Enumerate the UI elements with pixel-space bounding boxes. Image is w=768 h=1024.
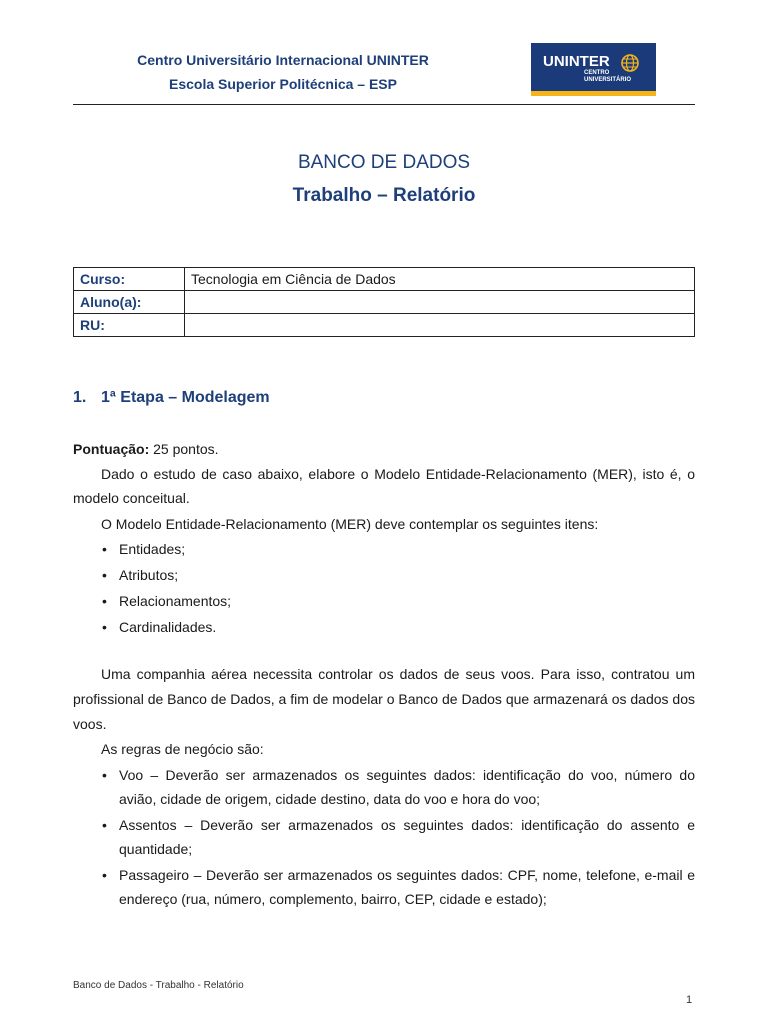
table-row xyxy=(74,268,695,291)
section-number: 1. xyxy=(73,389,87,406)
table-row xyxy=(74,314,695,337)
bullet-icon: • xyxy=(102,817,107,833)
header-divider xyxy=(73,104,695,105)
logo-wordmark: UNINTER xyxy=(543,53,610,70)
section-heading xyxy=(73,389,270,407)
list-item xyxy=(73,813,695,861)
requirements-list xyxy=(73,537,695,641)
requirement-text: Relacionamentos; xyxy=(119,593,232,609)
page-number: 1 xyxy=(686,994,693,1006)
intro-paragraph xyxy=(73,462,695,510)
score-label: Pontuação: xyxy=(73,441,150,457)
intro-text: Dado o estudo de caso abaixo, elabore o Modelo Entidade-Relacionamento (MER), isto é, o modelo conceitual. xyxy=(73,466,695,506)
requirements-intro xyxy=(73,512,695,536)
student-label: Aluno(a): xyxy=(74,291,185,314)
bullet-icon: • xyxy=(102,619,107,635)
list-item xyxy=(73,615,695,641)
institution-name: Centro Universitário Internacional UNINTER xyxy=(137,52,429,68)
student-info-table xyxy=(73,267,695,337)
requirement-text: Atributos; xyxy=(119,567,179,583)
table-row xyxy=(74,291,695,314)
course-label: Curso: xyxy=(74,268,185,291)
logo-accent-bar xyxy=(531,91,656,96)
case-study-text: Uma companhia aérea necessita controlar os dados de seus voos. Para isso, contratou um profissional de Banco de Dados, a fim de modelar o Banco de Dados que armazenará os dados dos voos. xyxy=(73,666,695,732)
requirements-intro-text: O Modelo Entidade-Relacionamento (MER) deve contemplar os seguintes itens: xyxy=(101,516,599,532)
list-item xyxy=(73,863,695,911)
bullet-icon: • xyxy=(102,867,107,883)
rule-text: Voo – Deverão ser armazenados os seguintes dados: identificação do voo, número do avião, cidade de origem, cidade destino, data do voo e hora do voo; xyxy=(119,767,695,807)
section-title: 1ª Etapa – Modelagem xyxy=(101,389,270,406)
bullet-icon: • xyxy=(102,541,107,557)
case-study-paragraph xyxy=(73,662,695,737)
list-item xyxy=(73,563,695,589)
bullet-icon: • xyxy=(102,593,107,609)
bullet-icon: • xyxy=(102,767,107,783)
school-name: Escola Superior Politécnica – ESP xyxy=(169,76,397,92)
bullet-icon: • xyxy=(102,567,107,583)
ru-value[interactable] xyxy=(185,314,695,337)
document-subtitle: Trabalho – Relatório xyxy=(292,185,476,206)
rule-text: Passageiro – Deverão ser armazenados os seguintes dados: CPF, nome, telefone, e-mail e endereço (rua, número, complemento, bairro, CEP, cidade e estado); xyxy=(119,867,695,907)
rules-intro xyxy=(73,737,695,761)
requirement-text: Cardinalidades. xyxy=(119,619,217,635)
document-title: BANCO DE DADOS xyxy=(297,152,471,173)
logo-subtitle-line1: CENTRO xyxy=(584,70,610,76)
business-rules-list xyxy=(73,763,695,913)
logo-subtitle-line2: UNIVERSITÁRIO xyxy=(584,77,632,83)
ru-label: RU: xyxy=(74,314,185,337)
score-paragraph xyxy=(73,437,695,461)
list-item xyxy=(73,589,695,615)
score-value: 25 pontos. xyxy=(149,441,219,457)
requirement-text: Entidades; xyxy=(119,541,186,557)
student-value[interactable] xyxy=(185,291,695,314)
rule-text: Assentos – Deverão ser armazenados os seguintes dados: identificação do assento e quantidade; xyxy=(119,817,695,857)
logo-subtitle xyxy=(584,70,634,84)
rules-intro-text: As regras de negócio são: xyxy=(101,741,264,757)
footer-text: Banco de Dados - Trabalho - Relatório xyxy=(73,980,244,991)
list-item xyxy=(73,763,695,811)
list-item xyxy=(73,537,695,563)
course-value[interactable]: Tecnologia em Ciência de Dados xyxy=(185,268,695,291)
uninter-logo xyxy=(531,43,656,96)
